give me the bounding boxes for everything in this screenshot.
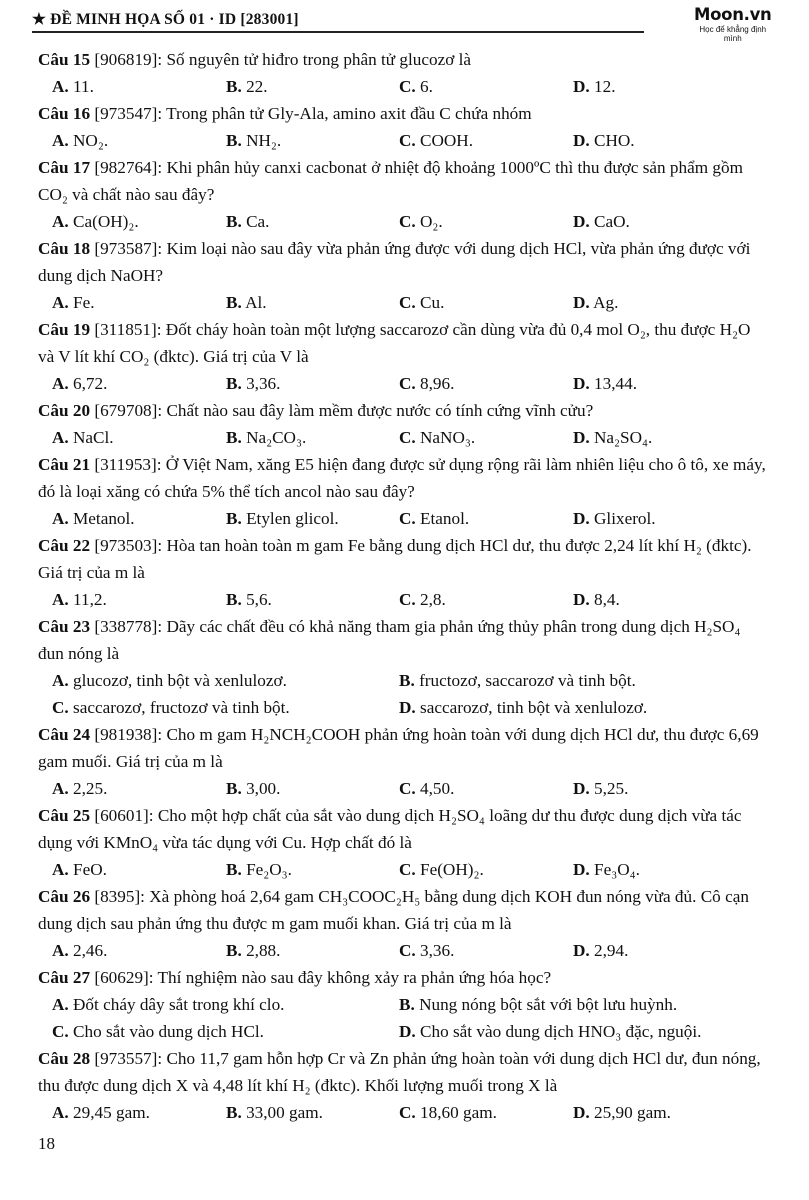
option-text: Etylen glicol. xyxy=(241,509,339,528)
option-letter: A. xyxy=(52,212,69,231)
option-letter: D. xyxy=(573,509,590,528)
answer-option xyxy=(399,127,473,154)
answer-option xyxy=(573,370,637,397)
answer-option xyxy=(399,586,446,613)
question-number: Câu 15 xyxy=(38,50,91,69)
option-text: FeO. xyxy=(68,860,107,879)
answer-option xyxy=(52,289,95,316)
option-text: Etanol. xyxy=(415,509,470,528)
option-letter: C. xyxy=(399,212,416,231)
option-text: O₂. xyxy=(415,212,443,231)
answer-option xyxy=(52,937,107,964)
question-stem xyxy=(38,964,770,991)
answer-option xyxy=(226,208,269,235)
answer-option xyxy=(573,937,628,964)
question-stem xyxy=(38,154,770,208)
option-text: CaO. xyxy=(589,212,630,231)
moon-logo xyxy=(694,6,772,43)
answer-option xyxy=(52,424,114,451)
option-text: 25,90 gam. xyxy=(589,1103,671,1122)
option-letter: A. xyxy=(52,671,69,690)
header-divider xyxy=(32,31,644,33)
option-letter: B. xyxy=(226,428,242,447)
option-letter: A. xyxy=(52,860,69,879)
answer-option xyxy=(399,856,484,883)
option-text: 11. xyxy=(68,77,94,96)
option-letter: A. xyxy=(52,779,69,798)
option-letter: D. xyxy=(573,374,590,393)
question-text: [311851]: Đốt cháy hoàn toàn một lượng saccarozơ cần dùng vừa đủ 0,4 mol O₂, thu được H₂O và V lít khí CO₂ (đktc). Giá trị của V là xyxy=(38,320,751,366)
option-letter: D. xyxy=(573,212,590,231)
option-letter: D. xyxy=(573,590,590,609)
option-text: 8,96. xyxy=(415,374,455,393)
option-text: 3,00. xyxy=(241,779,281,798)
option-letter: A. xyxy=(52,941,69,960)
option-text: NO₂. xyxy=(68,131,109,150)
option-letter: A. xyxy=(52,509,69,528)
option-text: 4,50. xyxy=(415,779,455,798)
option-letter: C. xyxy=(399,590,416,609)
question-number: Câu 26 xyxy=(38,887,91,906)
answer-option xyxy=(399,289,444,316)
answer-option xyxy=(52,208,139,235)
answer-option xyxy=(226,856,292,883)
option-letter: A. xyxy=(52,995,69,1014)
option-text: 2,25. xyxy=(68,779,108,798)
answer-option xyxy=(52,586,107,613)
option-letter: D. xyxy=(573,293,590,312)
option-letter: C. xyxy=(399,860,416,879)
option-text: Cu. xyxy=(415,293,445,312)
answer-option xyxy=(399,775,454,802)
answer-option xyxy=(52,505,135,532)
question-stem xyxy=(38,613,770,667)
question-text: [311953]: Ở Việt Nam, xăng E5 hiện đang được sử dụng rộng rãi làm nhiên liệu cho ô tô, xe máy, đó là loại xăng có chứa 5% thể tích ancol nào sau đây? xyxy=(38,455,766,501)
option-letter: C. xyxy=(52,698,69,717)
option-letter: B. xyxy=(226,1103,242,1122)
answer-option xyxy=(226,505,339,532)
option-text: 2,88. xyxy=(241,941,281,960)
option-text: 11,2. xyxy=(68,590,107,609)
option-text: fructozơ, saccarozơ và tinh bột. xyxy=(414,671,636,690)
question-number: Câu 18 xyxy=(38,239,91,258)
option-text: Glixerol. xyxy=(589,509,656,528)
option-text: 29,45 gam. xyxy=(68,1103,150,1122)
answer-option xyxy=(573,208,630,235)
answer-option xyxy=(226,424,306,451)
question-number: Câu 16 xyxy=(38,104,91,123)
question-stem xyxy=(38,235,770,289)
answer-option xyxy=(399,424,475,451)
option-letter: B. xyxy=(226,77,242,96)
option-text: saccarozơ, fructozơ và tinh bột. xyxy=(68,698,290,717)
question-list xyxy=(38,46,770,1126)
answer-option xyxy=(226,586,272,613)
question-text: [973503]: Hòa tan hoàn toàn m gam Fe bằng dung dịch HCl dư, thu được 2,24 lít khí H₂ (đktc). Giá trị của m là xyxy=(38,536,752,582)
question-number: Câu 23 xyxy=(38,617,91,636)
option-letter: C. xyxy=(399,131,416,150)
option-text: 6. xyxy=(415,77,433,96)
question-number: Câu 17 xyxy=(38,158,91,177)
question-text: [338778]: Dãy các chất đều có khả năng tham gia phản ứng thủy phân trong dung dịch H₂SO₄ đun nóng là xyxy=(38,617,741,663)
answer-option xyxy=(52,775,107,802)
question-number: Câu 20 xyxy=(38,401,91,420)
option-text: Cho sắt vào dung dịch HCl. xyxy=(68,1022,264,1041)
option-letter: B. xyxy=(226,590,242,609)
option-letter: B. xyxy=(226,374,242,393)
option-letter: C. xyxy=(399,293,416,312)
question-text: [973557]: Cho 11,7 gam hỗn hợp Cr và Zn phản ứng hoàn toàn với dung dịch HCl dư, đun nóng, thu được dung dịch X và 4,48 lít khí H₂ (đktc). Khối lượng muối trong X là xyxy=(38,1049,761,1095)
answer-options-row xyxy=(38,1099,770,1126)
answer-option xyxy=(399,73,433,100)
option-text: 5,6. xyxy=(241,590,272,609)
option-text: Na₂SO₄. xyxy=(589,428,653,447)
question-text: [60601]: Cho một hợp chất của sắt vào dung dịch H₂SO₄ loãng dư thu được dung dịch vừa tác dụng với KMnO₄ vừa tác dụng với Cu. Hợp chất đó là xyxy=(38,806,742,852)
answer-option xyxy=(573,586,620,613)
question-number: Câu 25 xyxy=(38,806,91,825)
option-text: Đốt cháy dây sắt trong khí clo. xyxy=(68,995,285,1014)
option-letter: C. xyxy=(399,509,416,528)
option-text: Ca. xyxy=(241,212,270,231)
page-number: 18 xyxy=(38,1134,55,1153)
answer-options-row xyxy=(38,991,770,1018)
option-text: saccarozơ, tinh bột và xenlulozơ. xyxy=(415,698,648,717)
answer-option xyxy=(226,1099,323,1126)
answer-option xyxy=(573,424,652,451)
option-letter: C. xyxy=(399,374,416,393)
option-letter: A. xyxy=(52,293,69,312)
option-letter: A. xyxy=(52,374,69,393)
question-number: Câu 24 xyxy=(38,725,91,744)
answer-option xyxy=(52,370,107,397)
answer-option xyxy=(399,370,454,397)
answer-option xyxy=(52,73,94,100)
answer-options-row xyxy=(38,694,770,721)
option-text: Ag. xyxy=(589,293,619,312)
answer-option xyxy=(52,991,284,1018)
option-letter: C. xyxy=(399,941,416,960)
answer-option xyxy=(573,127,635,154)
question-number: Câu 19 xyxy=(38,320,91,339)
answer-option xyxy=(226,73,268,100)
logo-tagline: Học để khẳng định mình xyxy=(699,25,767,43)
answer-options-row xyxy=(38,127,770,154)
option-text: NaNO₃. xyxy=(415,428,476,447)
option-text: Nung nóng bột sắt với bột lưu huỳnh. xyxy=(414,995,678,1014)
answer-option xyxy=(226,775,280,802)
option-text: 2,8. xyxy=(415,590,446,609)
option-text: 8,4. xyxy=(589,590,620,609)
answer-option xyxy=(573,775,628,802)
option-text: Fe₃O₄. xyxy=(589,860,640,879)
question-stem xyxy=(38,802,770,856)
option-text: 2,46. xyxy=(68,941,108,960)
option-text: 5,25. xyxy=(589,779,629,798)
answer-option xyxy=(52,127,108,154)
question-stem xyxy=(38,100,770,127)
question-stem xyxy=(38,397,770,424)
option-letter: A. xyxy=(52,1103,69,1122)
option-letter: C. xyxy=(399,428,416,447)
answer-option xyxy=(399,694,647,721)
question-stem xyxy=(38,883,770,937)
option-text: 33,00 gam. xyxy=(241,1103,323,1122)
answer-options-row xyxy=(38,937,770,964)
option-text: NaCl. xyxy=(68,428,114,447)
option-letter: B. xyxy=(226,509,242,528)
option-letter: A. xyxy=(52,428,69,447)
answer-option xyxy=(52,856,107,883)
question-number: Câu 28 xyxy=(38,1049,91,1068)
option-text: Fe(OH)₂. xyxy=(415,860,484,879)
question-stem xyxy=(38,316,770,370)
option-text: Fe₂O₃. xyxy=(241,860,292,879)
option-letter: B. xyxy=(226,131,242,150)
option-letter: A. xyxy=(52,590,69,609)
answer-option xyxy=(226,937,280,964)
page-header xyxy=(32,5,772,43)
option-letter: A. xyxy=(52,131,69,150)
option-letter: D. xyxy=(573,860,590,879)
answer-options-row xyxy=(38,370,770,397)
answer-option xyxy=(226,370,280,397)
option-letter: D. xyxy=(399,698,416,717)
option-letter: C. xyxy=(399,77,416,96)
answer-options-row xyxy=(38,289,770,316)
option-letter: B. xyxy=(226,212,242,231)
option-text: 3,36. xyxy=(415,941,455,960)
option-letter: D. xyxy=(573,77,590,96)
option-letter: C. xyxy=(399,779,416,798)
logo-name: Moon.vn xyxy=(694,5,772,24)
option-text: Cho sắt vào dung dịch HNO₃ đặc, nguội. xyxy=(415,1022,702,1041)
question-number: Câu 22 xyxy=(38,536,91,555)
option-letter: D. xyxy=(573,779,590,798)
question-number: Câu 27 xyxy=(38,968,91,987)
option-text: CHO. xyxy=(589,131,635,150)
question-text: [973547]: Trong phân tử Gly-Ala, amino axit đầu C chứa nhóm xyxy=(90,104,532,123)
question-number: Câu 21 xyxy=(38,455,91,474)
option-text: glucozơ, tinh bột và xenlulozơ. xyxy=(68,671,287,690)
question-stem xyxy=(38,46,770,73)
option-letter: D. xyxy=(573,941,590,960)
question-text: [906819]: Số nguyên tử hiđro trong phân tử glucozơ là xyxy=(90,50,472,69)
answer-option xyxy=(399,505,469,532)
answer-option xyxy=(573,73,616,100)
answer-options-row xyxy=(38,208,770,235)
option-text: Fe. xyxy=(68,293,95,312)
question-stem xyxy=(38,721,770,775)
answer-option xyxy=(52,694,290,721)
answer-option xyxy=(399,1099,497,1126)
question-text: [679708]: Chất nào sau đây làm mềm được nước có tính cứng vĩnh cửu? xyxy=(90,401,594,420)
answer-options-row xyxy=(38,586,770,613)
option-text: 18,60 gam. xyxy=(415,1103,497,1122)
answer-options-row xyxy=(38,1018,770,1045)
answer-option xyxy=(399,937,454,964)
question-stem xyxy=(38,1045,770,1099)
option-text: Al. xyxy=(241,293,267,312)
option-letter: A. xyxy=(52,77,69,96)
option-letter: B. xyxy=(226,941,242,960)
option-letter: C. xyxy=(399,1103,416,1122)
option-text: 12. xyxy=(589,77,616,96)
option-text: Ca(OH)₂. xyxy=(68,212,139,231)
question-text: [981938]: Cho m gam H₂NCH₂COOH phản ứng hoàn toàn với dung dịch HCl dư, thu được 6,69 gam muối. Giá trị của m là xyxy=(38,725,759,771)
answer-option xyxy=(226,127,281,154)
answer-option xyxy=(399,1018,701,1045)
answer-options-row xyxy=(38,667,770,694)
answer-options-row xyxy=(38,505,770,532)
answer-option xyxy=(399,991,677,1018)
question-text: [973587]: Kim loại nào sau đây vừa phản ứng được với dung dịch HCl, vừa phản ứng được với dung dịch NaOH? xyxy=(38,239,751,285)
option-text: Na₂CO₃. xyxy=(241,428,307,447)
answer-option xyxy=(399,208,443,235)
option-letter: D. xyxy=(573,428,590,447)
option-text: 13,44. xyxy=(589,374,637,393)
answer-option xyxy=(52,667,287,694)
option-text: NH₂. xyxy=(241,131,282,150)
option-letter: D. xyxy=(399,1022,416,1041)
exam-title: ★ ĐỀ MINH HỌA SỐ 01 · ID [283001] xyxy=(32,11,299,28)
option-text: Metanol. xyxy=(68,509,135,528)
option-letter: B. xyxy=(226,860,242,879)
option-letter: D. xyxy=(573,131,590,150)
question-text: [982764]: Khi phân hủy canxi cacbonat ở nhiệt độ khoảng 1000ºC thì thu được sản phẩm gồm CO₂ và chất nào sau đây? xyxy=(38,158,743,204)
option-text: 6,72. xyxy=(68,374,108,393)
question-text: [8395]: Xà phòng hoá 2,64 gam CH₃COOC₂H₅ bằng dung dịch KOH đun nóng vừa đủ. Cô cạn dung dịch sau phản ứng thu được m gam muối khan. Giá trị của m là xyxy=(38,887,749,933)
question-stem xyxy=(38,532,770,586)
option-letter: C. xyxy=(52,1022,69,1041)
answer-option xyxy=(573,1099,671,1126)
answer-option xyxy=(573,505,656,532)
answer-options-row xyxy=(38,73,770,100)
answer-option xyxy=(52,1099,150,1126)
option-letter: B. xyxy=(399,671,415,690)
option-letter: B. xyxy=(226,293,242,312)
answer-option xyxy=(399,667,636,694)
option-letter: B. xyxy=(226,779,242,798)
option-letter: D. xyxy=(573,1103,590,1122)
option-text: 3,36. xyxy=(241,374,281,393)
answer-option xyxy=(52,1018,264,1045)
question-text: [60629]: Thí nghiệm nào sau đây không xảy ra phản ứng hóa học? xyxy=(90,968,552,987)
answer-options-row xyxy=(38,424,770,451)
answer-options-row xyxy=(38,775,770,802)
answer-options-row xyxy=(38,856,770,883)
question-stem xyxy=(38,451,770,505)
answer-option xyxy=(573,289,618,316)
option-text: 22. xyxy=(241,77,268,96)
option-letter: B. xyxy=(399,995,415,1014)
answer-option xyxy=(573,856,640,883)
option-text: 2,94. xyxy=(589,941,629,960)
option-text: COOH. xyxy=(415,131,474,150)
answer-option xyxy=(226,289,267,316)
